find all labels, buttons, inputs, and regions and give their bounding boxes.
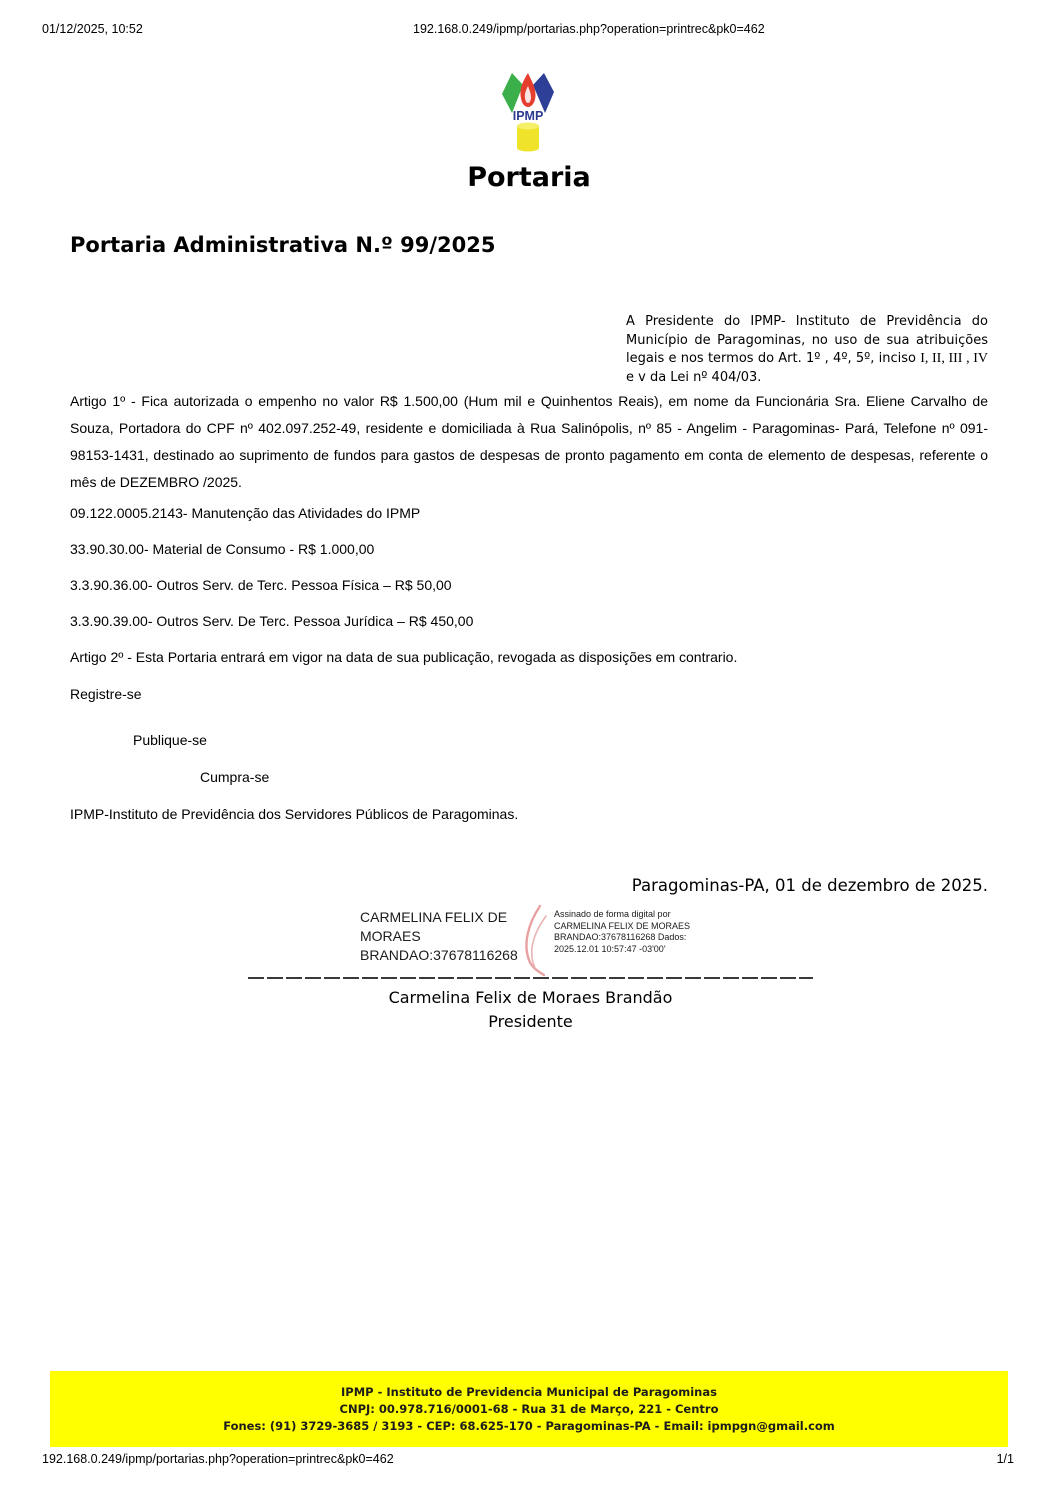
signature-squiggle-icon (520, 904, 550, 978)
footer-band-line2: CNPJ: 00.978.716/0001-68 - Rua 31 de Março, 221 - Centro (339, 1401, 719, 1416)
preamble-paragraph (626, 313, 988, 387)
budget-line-pessoa-juridica: 3.3.90.39.00- Outros Serv. De Terc. Pessoa Jurídica – R$ 450,00 (70, 613, 474, 629)
print-footer-page-number: 1/1 (996, 1452, 1014, 1466)
artigo-1-paragraph: Artigo 1º - Fica autorizada o empenho no valor R$ 1.500,00 (Hum mil e Quinhentos Reais), em nome da Funcionária Sra. Eliene Carvalho de Souza, Portadora do CPF nº 402.097.252-49, residente e domiciliada à Rua Salinópolis, nº 85 - Angelim - Paragominas- Pará, Telefone nº 091-98153-1431, destinado ao suprimento de fundos para gastos de despesas de pronto pagamento em conta de elemento de despesas, referente o mês de DEZEMBRO /2025. (70, 393, 988, 490)
signer-role: Presidente (488, 1012, 573, 1031)
preamble-text-part1: A Presidente do IPMP- Instituto de Previdência do Município de Paragominas, no uso de sua atribuições legais e nos termos do Art. 1º , 4º, 5º, inciso (626, 314, 988, 366)
logo-acronym-text: IPMP (512, 109, 544, 123)
page-title: Portaria (467, 162, 591, 193)
budget-line-program: 09.122.0005.2143- Manutenção das Atividades do IPMP (70, 505, 421, 521)
logo-blue-leaf (533, 73, 554, 113)
print-footer-url: 192.168.0.249/ipmp/portarias.php?operation=printrec&pk0=462 (42, 1452, 394, 1466)
preamble-text-part2: e v da Lei nº 404/03. (626, 369, 762, 385)
city-date-line: Paragominas-PA, 01 de dezembro de 2025. (631, 876, 988, 895)
footer-band-line1: IPMP - Instituto de Previdencia Municipal de Paragominas (341, 1384, 717, 1399)
budget-line-material-consumo: 33.90.30.00- Material de Consumo - R$ 1.000,00 (70, 541, 375, 557)
footer-band-line3: Fones: (91) 3729-3685 / 3193 - CEP: 68.625-170 - Paragominas-PA - Email: ipmpgn@gmail.com (223, 1418, 835, 1433)
budget-line-pessoa-fisica: 3.3.90.36.00- Outros Serv. de Terc. Pessoa Física – R$ 50,00 (70, 577, 452, 593)
institution-line: IPMP-Instituto de Previdência dos Servidores Públicos de Paragominas. (70, 806, 519, 822)
artigo-2-paragraph: Artigo 2º - Esta Portaria entrará em vigor na data de sua publicação, revogada as disposições em contrario. (70, 649, 738, 665)
digital-signature-block (360, 908, 714, 978)
print-header-datetime: 01/12/2025, 10:52 (42, 22, 143, 36)
print-header-url: 192.168.0.249/ipmp/portarias.php?operation=printrec&pk0=462 (413, 22, 765, 36)
portaria-number-heading: Portaria Administrativa N.º 99/2025 (70, 233, 496, 257)
digital-signature-details: Assinado de forma digital por CARMELINA FELIX DE MORAES BRANDAO:37678116268 Dados: 2025.12.01 10:57:47 -03'00' (554, 909, 691, 954)
ipmp-logo (499, 72, 557, 152)
preamble-roman-numerals: I, II, III , IV (920, 351, 988, 366)
signature-rule (248, 977, 813, 979)
digital-signature-name: CARMELINA FELIX DE MORAES BRANDAO:37678116268 (360, 909, 518, 963)
registre-se-line: Registre-se (70, 686, 142, 702)
logo-candle (517, 123, 539, 152)
signer-name: Carmelina Felix de Moraes Brandão (388, 988, 673, 1007)
signer-identity (248, 986, 813, 1034)
document-body (70, 388, 988, 823)
logo-green-leaf (502, 73, 523, 113)
cumpra-se-line: Cumpra-se (200, 769, 270, 785)
institution-footer-band (50, 1371, 1008, 1447)
publique-se-line: Publique-se (133, 732, 207, 748)
